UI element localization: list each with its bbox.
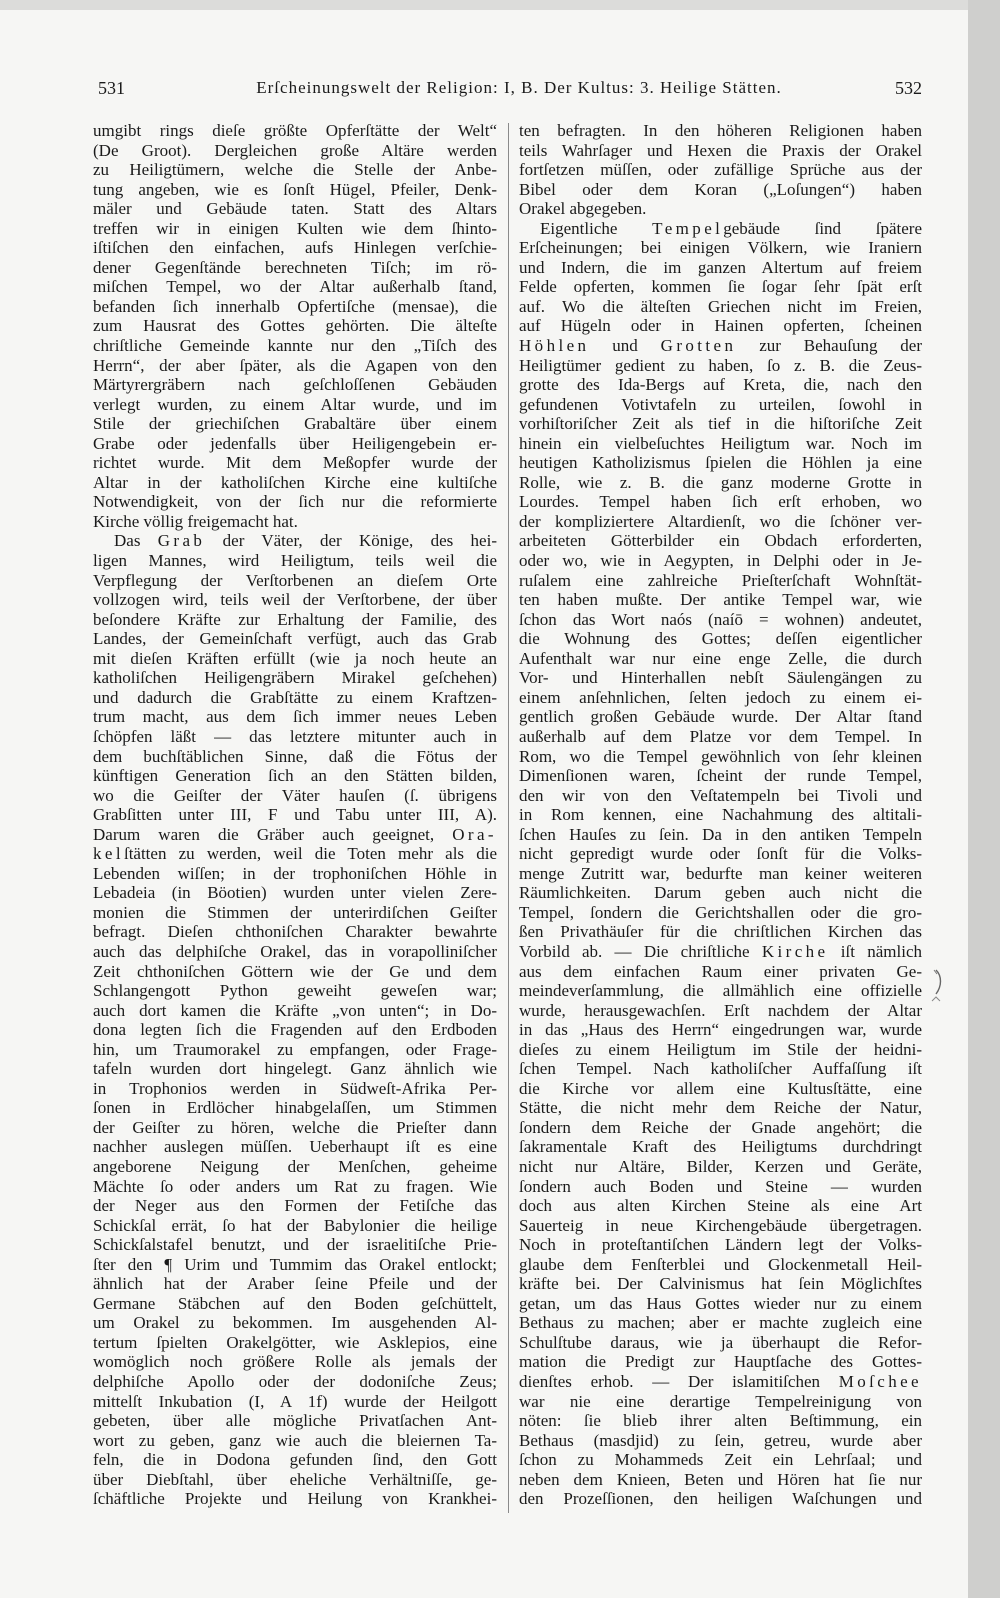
- text-line: ten befragten. In den höheren Religionen haben: [519, 121, 922, 140]
- text-line: [93, 531, 497, 551]
- text-line: gentlich großen Gebäude wurde. Der Altar ſtand: [519, 707, 922, 727]
- text-line: gefundenen Votivtafeln zu urteilen, ſowohl in: [519, 394, 922, 414]
- text-line: tertum ſpielten Orakelgötter, wie Asklepios, eine: [93, 1332, 497, 1352]
- text-line: ſakramentale Kraft des Heiligtums durchdringt: [519, 1137, 922, 1157]
- column-rule: [508, 123, 509, 1513]
- text-line: zu Heiligtümern, welche die Stelle der Anbe-: [93, 160, 497, 180]
- text-line: nicht nur Altäre, Bilder, Kerzen und Geräte,: [519, 1156, 922, 1176]
- text-line: auch dort kamen die Kräfte „von unten“; in Do-: [93, 1000, 497, 1020]
- text-line: befragt. Dieſen chthoniſchen Charakter bewahrte: [93, 922, 497, 942]
- text-line: ligen Mannes, wird Heiligtum, teils weil die: [93, 551, 497, 571]
- text-line: Schlangengott Python geweiht geweſen war;: [93, 981, 497, 1001]
- text-line: chriſtliche Gemeinde kannte nur den „Tiſch des: [93, 336, 497, 356]
- text-line: künftigen Generation ſich an den Stätten bilden,: [93, 766, 497, 786]
- text-line: wort zu geben, ganz wie auch die bleiernen Ta-: [93, 1430, 497, 1450]
- text-run: ſtätten zu werden, weil die Toten mehr als die: [123, 844, 497, 864]
- text-line: Stätte, die nicht mehr dem Reiche der Natur,: [519, 1098, 922, 1118]
- text-line: umgibt rings dieſe größte Opferſtätte der Welt“: [93, 121, 497, 140]
- text-line: Sauerteig in neue Kirchengebäude übergetragen.: [519, 1215, 922, 1235]
- text-line: glaube dem Fenſterblei und Glockenmetall Heil-: [519, 1254, 922, 1274]
- scan-edge-right: [968, 0, 1000, 1598]
- text-line: ſchäftliche Projekte und Heilung von Krankhei-: [93, 1489, 497, 1509]
- text-line: Schulſtube daraus, wie ja überhaupt die Refor-: [519, 1332, 922, 1352]
- text-line: auf. Wo die älteſten Griechen nicht im Freien,: [519, 296, 922, 316]
- text-line: [93, 825, 497, 845]
- text-line: hin, um Traumorakel zu empfangen, oder Frage-: [93, 1039, 497, 1059]
- text-line: den Prozeſſionen, den heiligen Waſchungen und: [519, 1489, 922, 1509]
- text-line: gebeten, über alle mögliche Privatſachen Ant-: [93, 1411, 497, 1431]
- text-line: die Kirche vor allem eine Kultusſtätte, eine: [519, 1078, 922, 1098]
- text-line: der Neger aus den Formen der Fetiſche das: [93, 1196, 497, 1216]
- text-line: Erſcheinungen; bei einigen Völkern, wie Iraniern: [519, 238, 922, 258]
- text-line: Märtyrergräbern nach geſchloſſenen Gebäuden: [93, 375, 497, 395]
- scan-edge-top: [0, 0, 1000, 10]
- text-line: monien die Stimmen der unterirdiſchen Geiſter: [93, 902, 497, 922]
- text-line: Noch in proteſtantiſchen Ländern legt der Volks-: [519, 1235, 922, 1255]
- text-line: Notwendigkeit, von der ſich nur die reformierte: [93, 492, 497, 512]
- text-run: iſt nämlich: [828, 941, 922, 961]
- text-line: Rom, wo die Tempel gewöhnlich von ſehr kleinen: [519, 746, 922, 766]
- text-line: Lebadeia (in Böotien) wurden unter vielen Zere-: [93, 883, 497, 903]
- text-line: doch aus alten Kirchen Steine als eine Art: [519, 1196, 922, 1216]
- text-line: dona legten ſich die Fragenden auf den Erdboden: [93, 1020, 497, 1040]
- text-line: ſonen in Erdlöcher hinabgelaſſen, um Stimmen: [93, 1098, 497, 1118]
- text-line: wo die Geiſter der Väter hauſen (ſ. übrigens: [93, 785, 497, 805]
- text-line: zum Hausrat des Gottes gehörten. Die älteſte: [93, 316, 497, 336]
- running-title: Erſcheinungswelt der Religion: I, B. Der Kultus: 3. Heilige Stätten.: [256, 78, 782, 97]
- text-line: und dadurch die Grabſtätte zu einem Kraftzen-: [93, 687, 497, 707]
- text-line: Altar in der katholiſchen Kirche eine kultiſche: [93, 472, 497, 492]
- text-line: richtet wurde. Mit dem Meßopfer wurde der: [93, 453, 497, 473]
- margin-pencil-mark: [924, 964, 956, 1006]
- text-line: in Rom kennen, eine Nachahmung des altitali-: [519, 805, 922, 825]
- text-line: mäler und Gebäude taten. Statt des Altars: [93, 199, 497, 219]
- text-line: Kirche völlig freigemacht hat.: [93, 511, 298, 531]
- text-line: vorhiſtoriſcher Zeit als tief in die hiſtoriſche Zeit: [519, 414, 922, 434]
- text-run: Das: [114, 531, 158, 551]
- text-line: über Diebſtahl, über eheliche Verhältniſſe, ge-: [93, 1469, 497, 1489]
- text-line: tafeln wurden dort hingelegt. Ganz ähnlich wie: [93, 1059, 497, 1079]
- spaced-text-run: Grotten: [660, 336, 737, 356]
- text-line: Lebenden wiſſen; in der trophoniſchen Höhle in: [93, 863, 497, 883]
- text-line: auf Hügeln oder in Hainen opferten, ſcheinen: [519, 316, 922, 336]
- text-line: fortſetzen müſſen, oder zufällige Sprüche aus der: [519, 160, 922, 180]
- spaced-text-run: Ora-: [452, 824, 497, 844]
- text-run: gebäude ſind ſpätere: [723, 218, 922, 238]
- text-line: Felde opferten, kommen ſie ſogar ſehr ſpät erſt: [519, 277, 922, 297]
- text-line: Verpflegung der Verſtorbenen an dieſem Orte: [93, 570, 497, 590]
- text-line: dem buchſtäblichen Sinne, daß die Fötus der: [93, 746, 497, 766]
- text-line: Bibel oder dem Koran („Loſungen“) haben: [519, 179, 922, 199]
- text-line: nöten: ſie blieb ihrer alten Beſtimmung, ein: [519, 1411, 922, 1431]
- text-line: [519, 219, 922, 239]
- text-line: die Wohnung des Gottes; deſſen eigentlicher: [519, 629, 922, 649]
- text-line: dener Gegenſtände berechneten Tiſch; im rö-: [93, 257, 497, 277]
- text-line: außerhalb auf dem Platze vor dem Tempel. In: [519, 726, 922, 746]
- text-line: ſondern auch Boden und Steine — wurden: [519, 1176, 922, 1196]
- text-line: ſondern dem Reiche der Gnade angehört; die: [519, 1117, 922, 1137]
- text-line: Lourdes. Tempel haben ſich erſt erhoben, wo: [519, 492, 922, 512]
- text-line: wurde, herausgewachſen. Erſt nachdem der Altar: [519, 1000, 922, 1020]
- text-line: in Trophonios werden in Südweſt-Afrika Per-: [93, 1078, 497, 1098]
- spaced-text-run: Höhlen: [519, 336, 590, 356]
- text-line: miſchen Tempel, wo der Altar außerhalb ſtand,: [93, 277, 497, 297]
- text-line: ähnlich hat der Araber ſeine Pfeile und der: [93, 1274, 497, 1294]
- text-line: [519, 1372, 922, 1392]
- text-run: zur Behauſung der: [736, 336, 922, 356]
- text-line: dieſes zu einem Heiligtum im Stile der heidni-: [519, 1039, 922, 1059]
- column-right: [519, 121, 922, 1509]
- text-line: ßen Privathäuſer für die chriſtlichen Kirchen das: [519, 922, 922, 942]
- text-line: hinein ein vielbeſuchtes Heiligtum war. Noch im: [519, 433, 922, 453]
- text-line: angeborene Neigung der Menſchen, geheime: [93, 1156, 497, 1176]
- text-line: Aufenthalt war nur eine enge Zelle, die durch: [519, 648, 922, 668]
- text-line: ten haben mußte. Der antike Tempel war, wie: [519, 590, 922, 610]
- text-line: Orakel abgegeben.: [519, 199, 647, 219]
- text-line: Vor- und Hinterhallen nebſt Säulengängen zu: [519, 668, 922, 688]
- text-line: Schickſal errät, ſo hat der Babylonier die heilige: [93, 1215, 497, 1235]
- page-number-right: 532: [895, 78, 922, 98]
- text-line: getan, um das Haus Gottes wieder nur zu einem: [519, 1293, 922, 1313]
- text-line: Stile der griechiſchen Grabaltäre über einem: [93, 414, 497, 434]
- text-line: trum macht, aus dem ſich immer neues Leben: [93, 707, 497, 727]
- text-line: tung angeben, wie es ſonſt Hügel, Pfeiler, Denk-: [93, 179, 497, 199]
- text-line: mittelſt Inkubation (I, A 1f) wurde der Heilgott: [93, 1391, 497, 1411]
- text-line: ſchöpfen läßt — das letztere mitunter auch in: [93, 726, 497, 746]
- text-line: Grabe oder jedenfalls über Heiligengebein er-: [93, 433, 497, 453]
- text-line: menge Zutritt war, bedurfte man keiner weiteren: [519, 863, 922, 883]
- spaced-text-run: Tempel: [652, 218, 724, 238]
- column-left: [93, 121, 497, 1509]
- text-line: iſtiſchen den einfachen, aufs Hinlegen verſchie-: [93, 238, 497, 258]
- text-line: Dimenſionen waren, ſcheint der runde Tempel,: [519, 766, 922, 786]
- text-line: teils Wahrſager und Hexen die Praxis der Orakel: [519, 140, 922, 160]
- text-line: ſchon zu Mohammeds Zeit ein Lehrſaal; und: [519, 1450, 922, 1470]
- text-line: grotte des Ida-Bergs auf Kreta, die, nach den: [519, 375, 922, 395]
- text-line: der kompliziertere Altardienſt, wo die ſchöner ver-: [519, 511, 922, 531]
- text-line: [519, 942, 922, 962]
- spaced-text-run: Kirche: [761, 941, 829, 961]
- text-run: und: [589, 336, 661, 356]
- text-run: Darum waren die Gräber auch geeignet,: [93, 824, 453, 844]
- text-line: Herrn“, der aber ſpäter, als die Agapen von den: [93, 355, 497, 375]
- text-line: vollzogen wird, teils weil der Verſtorbene, der über: [93, 590, 497, 610]
- text-line: Grabſitten unter III, F und Tabu unter III, A).: [93, 805, 497, 825]
- text-line: und Indern, die im ganzen Altertum auf freiem: [519, 257, 922, 277]
- text-line: Bethaus (masdjid) zu ſein, getreu, wurde aber: [519, 1430, 922, 1450]
- text-line: womöglich noch größere Rolle als jemals der: [93, 1352, 497, 1372]
- text-line: mit dieſen Kräften erfüllt (wie ja noch heute an: [93, 648, 497, 668]
- text-line: ſchen Hauſes zu ſein. Da in den antiken Tempeln: [519, 824, 922, 844]
- text-line: Heiligtümer gedient zu haben, ſo z. B. die Zeus-: [519, 355, 922, 375]
- text-line: oder wo, wie in Aegypten, in Delphi oder in Je-: [519, 551, 922, 571]
- text-line: Germane Stäbchen auf den Boden geſchüttelt,: [93, 1293, 497, 1313]
- text-line: ruſalem eine zahlreiche Prieſterſchaft Wohnſtät-: [519, 570, 922, 590]
- text-line: mation die Predigt zur Hauptſache des Gottes-: [519, 1352, 922, 1372]
- text-line: Räumlichkeiten. Darum geben auch nicht die: [519, 883, 922, 903]
- text-run: Vorbild ab. — Die chriſtliche: [519, 941, 762, 961]
- text-line: neben dem Knieen, Beten und Hören hat ſie nur: [519, 1469, 922, 1489]
- text-line: Landes, der Gemeinſchaft verfügt, auch das Grab: [93, 629, 497, 649]
- text-line: heutigen Katholizismus ſpielen die Höhlen ja eine: [519, 453, 922, 473]
- spaced-text-run: Moſchee: [838, 1372, 922, 1391]
- text-line: in das „Haus des Herrn“ eingedrungen war, wurde: [519, 1020, 922, 1040]
- text-line: feln, die in Dodona gefunden ſind, den Gott: [93, 1450, 497, 1470]
- text-line: [93, 844, 497, 864]
- text-line: befanden ſich innerhalb Opfertiſche (mensae), die: [93, 296, 497, 316]
- text-line: kräfte bei. Der Calvinismus hat ſein Möglichſtes: [519, 1274, 922, 1294]
- text-line: [519, 336, 922, 356]
- page-number-left: 531: [98, 78, 125, 98]
- text-line: Schickſalstafel benutzt, und der israelitiſche Prie-: [93, 1235, 497, 1255]
- text-line: der Geiſter zu hören, welche die Prieſter dann: [93, 1117, 497, 1137]
- text-line: beſondere Kräfte zur Erhaltung der Familie, des: [93, 609, 497, 629]
- spaced-text-run: kel: [93, 844, 124, 864]
- text-line: treffen wir in einigen Kulten wie dem ſhinto-: [93, 218, 497, 238]
- text-line: verlegt wurden, zu einem Altar wurde, und im: [93, 394, 497, 414]
- text-line: ſter den ¶ Urim und Tummim das Orakel entlockt;: [93, 1254, 497, 1274]
- text-line: ſchen Tempel. Nach katholiſcher Auffaſſung iſt: [519, 1059, 922, 1079]
- text-line: delphiſche Apollo oder der dodoniſche Zeus;: [93, 1372, 497, 1391]
- text-run: Eigentliche: [540, 218, 653, 238]
- text-line: (De Groot). Dergleichen große Altäre werden: [93, 140, 497, 160]
- text-line: meindeverſammlung, die allmählich eine offizielle: [519, 981, 922, 1001]
- text-line: um Orakel zu bekommen. Im ausgehenden Al-: [93, 1313, 497, 1333]
- text-line: einem anſehnlichen, ſelten jedoch zu einem ei-: [519, 687, 922, 707]
- text-line: nachher auslegen müſſen. Ueberhaupt iſt es eine: [93, 1137, 497, 1157]
- text-run: dienſtes erhob. — Der islamitiſchen: [519, 1372, 839, 1391]
- text-line: ſchon das Wort naós (naíō = wohnen) andeutet,: [519, 609, 922, 629]
- spaced-text-run: Grab: [157, 531, 206, 551]
- text-line: Zeit chthoniſchen Göttern wie der Ge und dem: [93, 961, 497, 981]
- text-line: Mächte ſo oder anders um Rat zu fragen. Wie: [93, 1176, 497, 1196]
- text-line: Tempel, ſondern die Gerichtshallen oder die gro-: [519, 902, 922, 922]
- text-line: arbeiteten Götterbilder ein Obdach erforderten,: [519, 531, 922, 551]
- text-line: aus dem einfachen Raum einer privaten Ge-: [519, 961, 922, 981]
- text-run: der Väter, der Könige, des hei-: [205, 531, 497, 551]
- text-line: nicht gepredigt wurde oder ſonſt für die Volks-: [519, 844, 922, 864]
- text-line: Rolle, wie z. B. die ganz moderne Grotte in: [519, 472, 922, 492]
- text-line: auch das delphiſche Orakel, das in vorapolliniſcher: [93, 941, 497, 961]
- text-line: war nie eine derartige Tempelreinigung von: [519, 1391, 922, 1411]
- text-line: den wir von den Veſtatempeln bei Tivoli und: [519, 785, 922, 805]
- text-line: katholiſchen Heiligengräbern Mirakel geſchehen): [93, 668, 497, 688]
- text-line: Bethaus zu machen; aber er machte zugleich eine: [519, 1313, 922, 1333]
